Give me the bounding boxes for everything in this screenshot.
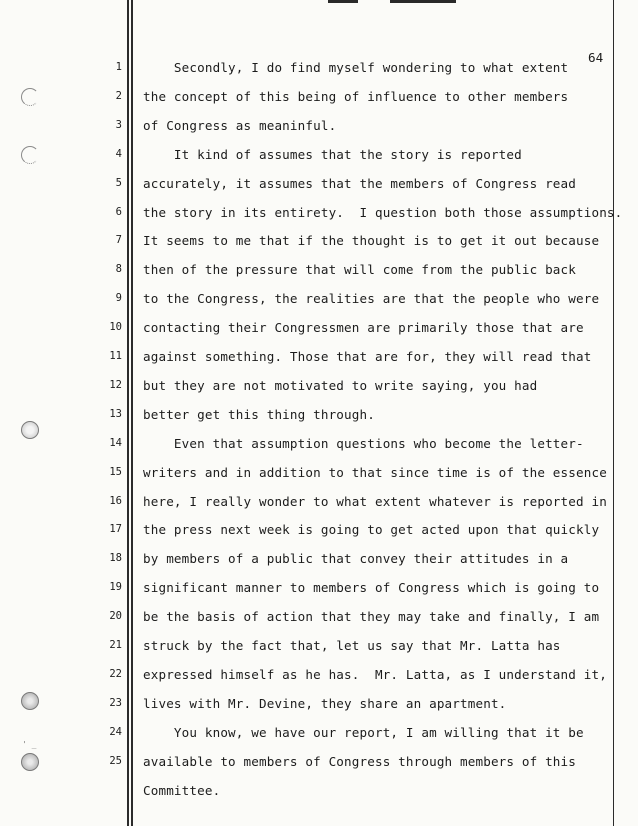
line-number: 13 <box>109 407 122 420</box>
line-number: 12 <box>109 378 122 391</box>
transcript-line: accurately, it assumes that the members of Congress read <box>143 175 576 191</box>
margin-tick-mark: ' _ <box>22 740 37 749</box>
line-number: 6 <box>115 205 122 218</box>
line-number: 17 <box>109 523 122 536</box>
line-number: 8 <box>115 263 122 276</box>
transcript-line: Even that assumption questions who become the letter- <box>143 435 584 451</box>
line-number: 21 <box>109 639 122 651</box>
line-number: 1 <box>115 61 122 73</box>
transcript-line: but they are not motivated to write saying, you had <box>143 377 538 393</box>
left-margin-rule-inner <box>131 0 133 826</box>
line-number: 25 <box>109 754 122 767</box>
transcript-line: expressed himself as he has. Mr. Latta, as I understand it, <box>143 666 607 682</box>
transcript-line: It kind of assumes that the story is reported <box>143 146 522 162</box>
binder-hole-icon <box>21 753 39 771</box>
transcript-line: It seems to me that if the thought is to get it out because <box>143 233 600 249</box>
transcript-line: Committee. <box>143 782 221 798</box>
line-number: 20 <box>109 610 122 623</box>
line-number: 4 <box>115 147 122 160</box>
transcript-line: of Congress as meaninful. <box>143 117 337 133</box>
transcript-line: here, I really wonder to what extent whatever is reported in <box>143 493 607 509</box>
top-edge-mark <box>328 0 458 5</box>
transcript-line: then of the pressure that will come from the public back <box>143 262 576 278</box>
line-number: 24 <box>109 725 122 738</box>
line-number: 15 <box>109 465 122 478</box>
line-number: 11 <box>109 350 122 362</box>
transcript-line: be the basis of action that they may take and finally, I am <box>143 609 600 625</box>
line-number: 9 <box>115 292 122 305</box>
transcript-line: to the Congress, the realities are that the people who were <box>143 291 600 307</box>
transcript-line: by members of a public that convey their attitudes in a <box>143 551 569 567</box>
line-number: 2 <box>115 89 122 102</box>
line-number: 18 <box>109 552 122 565</box>
transcript-line: available to members of Congress through members of this <box>143 753 576 769</box>
transcript-line: writers and in addition to that since time is of the essence <box>143 464 607 480</box>
transcript-line: lives with Mr. Devine, they share an apartment. <box>143 695 507 711</box>
line-number: 7 <box>115 234 122 247</box>
line-number: 22 <box>109 667 122 680</box>
transcript-line: against something. Those that are for, they will read that <box>143 349 592 364</box>
transcript-line: You know, we have our report, I am willing that it be <box>143 724 584 740</box>
transcript-line: better get this thing through. <box>143 406 375 422</box>
line-number: 3 <box>115 118 122 131</box>
line-number: 16 <box>109 494 122 507</box>
left-margin-rule <box>127 0 129 826</box>
line-number: 5 <box>115 176 122 189</box>
transcript-line: Secondly, I do find myself wondering to what extent <box>143 60 569 75</box>
transcript-line: struck by the fact that, let us say that Mr. Latta has <box>143 638 561 653</box>
binder-hole-icon <box>21 421 39 439</box>
binder-hole-icon <box>21 692 39 710</box>
binder-hole-icon <box>21 146 39 164</box>
transcript-line: significant manner to members of Congress which is going to <box>143 580 600 596</box>
transcript-line: contacting their Congressmen are primarily those that are <box>143 320 584 336</box>
page-number: 64 <box>588 50 604 65</box>
right-margin-rule <box>613 0 614 826</box>
line-number: 19 <box>109 581 122 594</box>
transcript-line: the press next week is going to get acted upon that quickly <box>143 522 600 538</box>
binder-hole-icon <box>21 88 39 106</box>
line-number: 14 <box>109 436 122 449</box>
transcript-line: the concept of this being of influence to other members <box>143 88 569 104</box>
line-number: 23 <box>109 696 122 709</box>
transcript-line: the story in its entirety. I question both those assumptions. <box>143 204 623 220</box>
line-number: 10 <box>109 321 122 334</box>
